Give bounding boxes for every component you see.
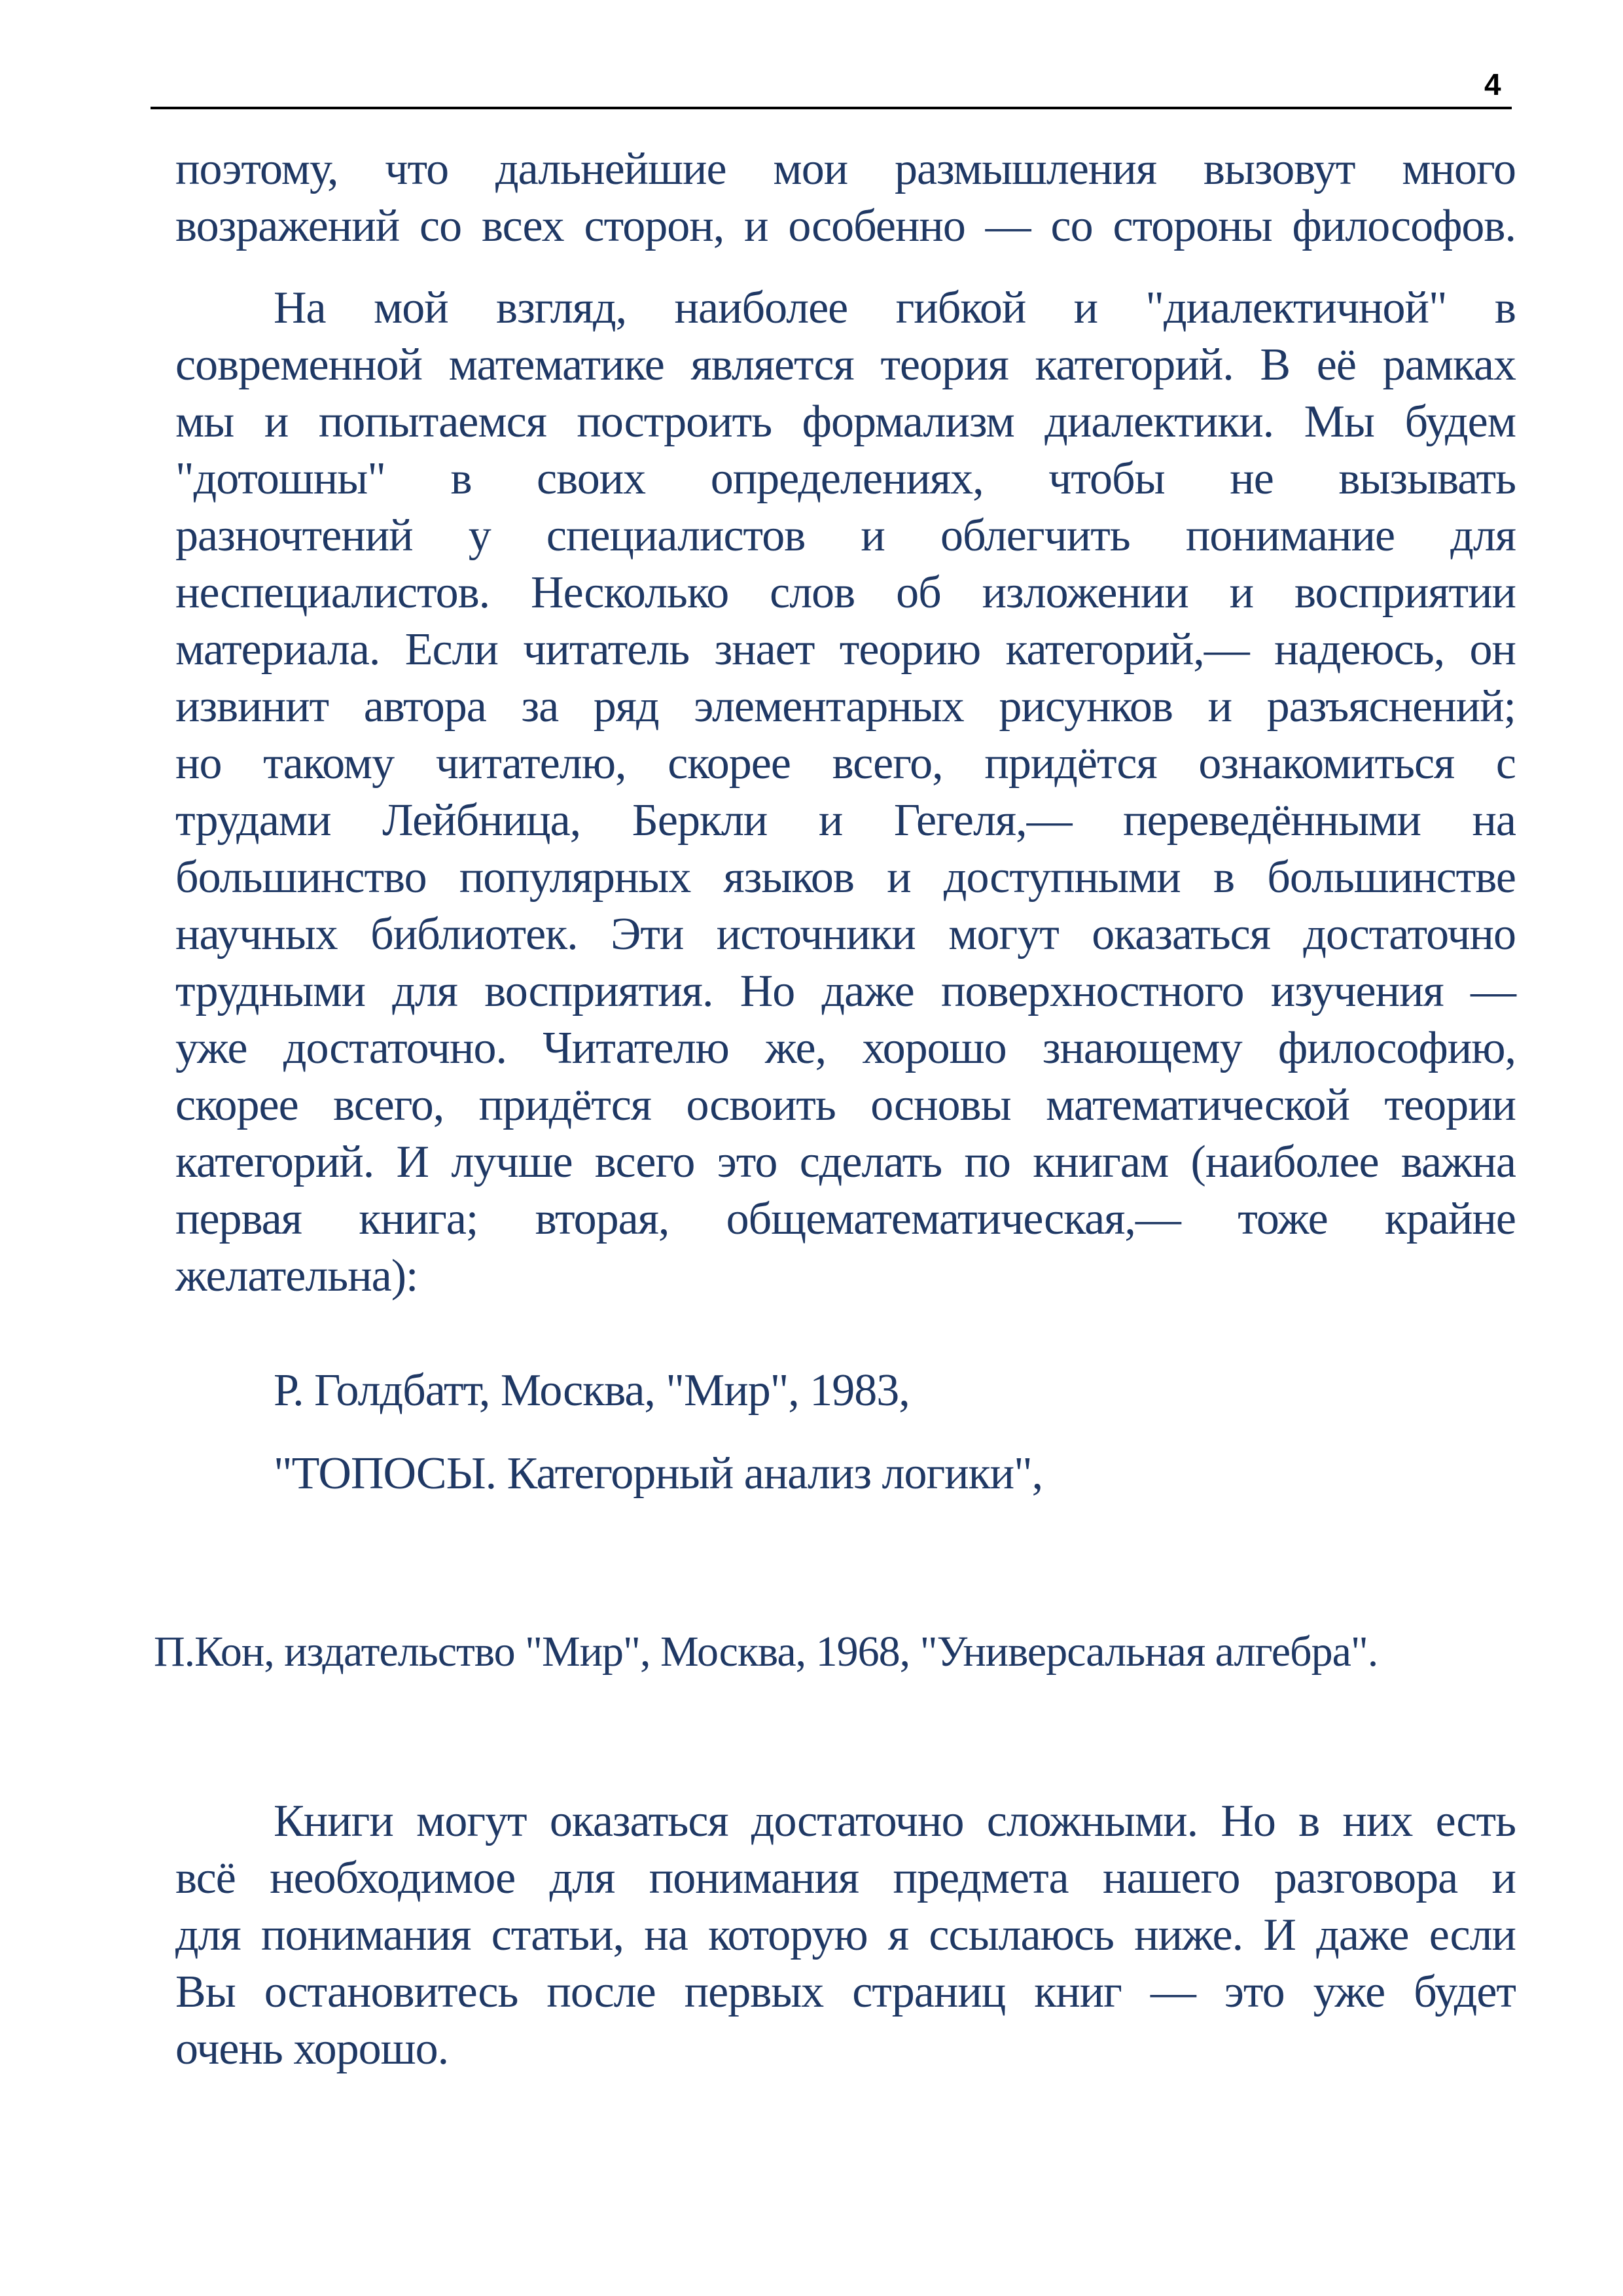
text-line: возражений со всех сторон, и особенно — со стороны философов.	[175, 201, 1516, 251]
text-line: но такому читателю, скорее всего, придётся ознакомиться с	[175, 738, 1516, 789]
text-line: научных библиотек. Эти источники могут оказаться достаточно	[175, 909, 1516, 960]
text-line: неспециалистов. Несколько слов об изложении и восприятии	[175, 567, 1516, 618]
text-line: На мой взгляд, наиболее гибкой и "диалектичной" в	[274, 283, 1516, 333]
reference-cohn	[154, 1623, 1516, 1680]
paragraph-continuation	[175, 141, 1516, 255]
header-rule	[151, 107, 1512, 109]
text-line: Вы остановитесь после первых страниц книг — это уже будет	[175, 1967, 1516, 2017]
text-line: очень хорошо.	[175, 2024, 449, 2074]
text-line: для понимания статьи, на которую я ссылаюсь ниже. И даже если	[175, 1910, 1516, 1960]
text-line: разночтений у специалистов и облегчить понимание для	[175, 511, 1516, 561]
text-line: трудами Лейбница, Беркли и Гегеля,— переведёнными на	[175, 795, 1516, 846]
page-number: 4	[1484, 67, 1501, 101]
paragraph-main	[175, 279, 1516, 1304]
text-line: большинство популярных языков и доступными в большинстве	[175, 852, 1516, 903]
text-line: уже достаточно. Читателю же, хорошо знающему философию,	[175, 1023, 1516, 1073]
text-line: "ТОПОСЫ. Категорный анализ логики",	[274, 1448, 1043, 1499]
text-line: современной математике является теория категорий. В её рамках	[175, 340, 1516, 390]
text-line: П.Кон, издательство "Мир", Москва, 1968, "Универсальная алгебра".	[154, 1628, 1378, 1676]
text-line: извинит автора за ряд элементарных рисунков и разъяснений;	[175, 681, 1516, 732]
text-line: поэтому, что дальнейшие мои размышления вызовут много	[175, 144, 1516, 194]
text-line: первая книга; вторая, общематематическая,— тоже крайне	[175, 1194, 1516, 1244]
page-body-text	[154, 141, 1516, 2077]
text-line: всё необходимое для понимания предмета нашего разговора и	[175, 1853, 1516, 1903]
reference-goldblatt	[175, 1362, 1516, 1419]
paragraph-final	[175, 1793, 1516, 2077]
reference-toposy	[175, 1445, 1516, 1502]
text-line: материала. Если читатель знает теорию категорий,— надеюсь, он	[175, 624, 1516, 675]
text-line: Книги могут оказаться достаточно сложными. Но в них есть	[274, 1796, 1516, 1846]
text-line: желательна):	[175, 1251, 418, 1301]
text-line: скорее всего, придётся освоить основы математической теории	[175, 1080, 1516, 1130]
text-line: трудными для восприятия. Но даже поверхностного изучения —	[175, 966, 1516, 1016]
text-line: Р. Голдбатт, Москва, "Мир", 1983,	[274, 1365, 910, 1416]
text-line: категорий. И лучше всего это сделать по книгам (наиболее важна	[175, 1137, 1516, 1187]
text-line: мы и попытаемся построить формализм диалектики. Мы будем	[175, 397, 1516, 447]
text-line: "дотошны" в своих определениях, чтобы не вызывать	[175, 454, 1516, 504]
